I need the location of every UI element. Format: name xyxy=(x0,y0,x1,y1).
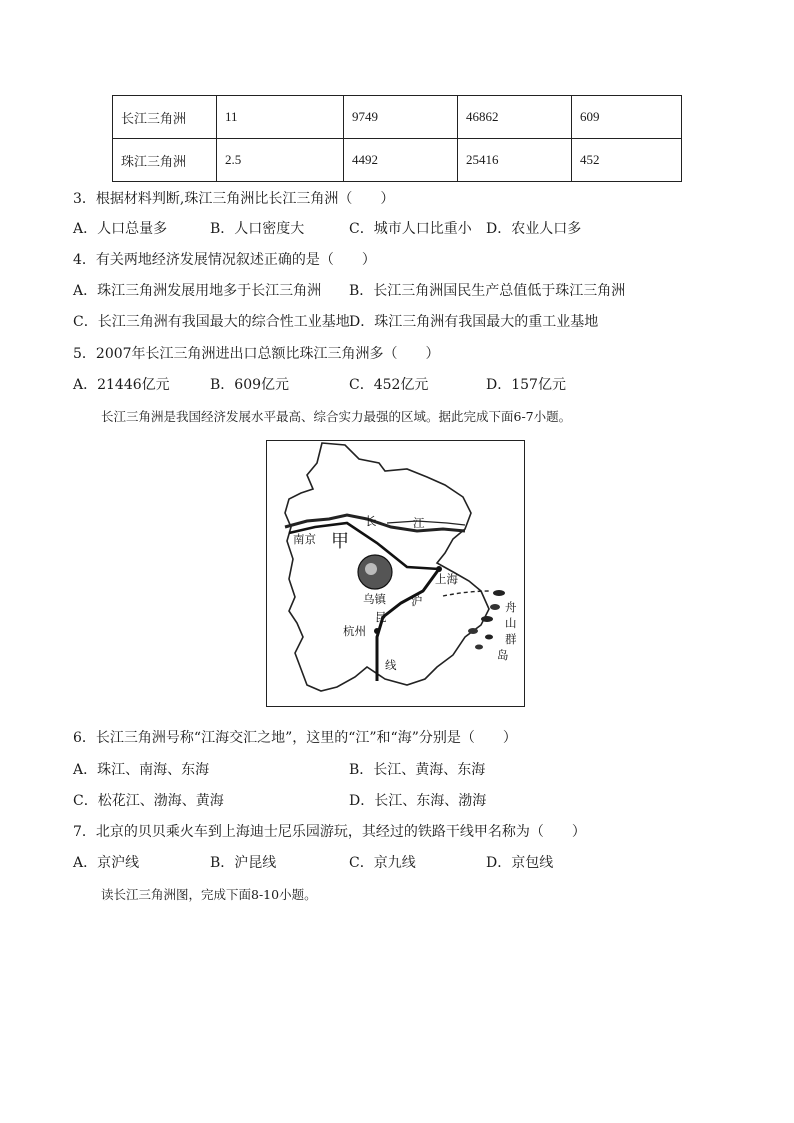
option-d[interactable]: D．长江、东海、渤海 xyxy=(349,793,487,809)
option-d[interactable]: D．农业人口多 xyxy=(486,221,582,237)
sea-route xyxy=(443,591,491,596)
map-label: 岛 xyxy=(497,648,509,662)
island xyxy=(475,645,483,650)
option-d[interactable]: D．157亿元 xyxy=(486,377,566,393)
option-b[interactable]: B．人口密度大 xyxy=(210,221,305,237)
island xyxy=(485,635,493,640)
option-c[interactable]: C．松花江、渤海、黄海 xyxy=(73,793,224,809)
hangzhou-marker xyxy=(374,628,380,634)
option-c[interactable]: C．长江三角洲有我国最大的综合性工业基地 xyxy=(73,314,350,330)
island xyxy=(468,628,478,634)
option-b[interactable]: B．沪昆线 xyxy=(210,855,277,871)
data-table xyxy=(112,95,682,182)
question-4-stem: 4．有关两地经济发展情况叙述正确的是（ ） xyxy=(73,252,376,268)
table-cell: 609 xyxy=(572,96,682,139)
table-cell: 452 xyxy=(572,139,682,182)
option-d[interactable]: D．珠江三角洲有我国最大的重工业基地 xyxy=(349,314,599,330)
question-6-stem: 6．长江三角洲号称“江海交汇之地”，这里的“江”和“海”分别是（ ） xyxy=(73,730,517,746)
map-label: 上海 xyxy=(435,572,458,586)
map-label: 山 xyxy=(505,616,517,630)
table-cell: 珠江三角洲 xyxy=(113,139,217,182)
map-label: 昆 xyxy=(375,610,387,624)
question-3-stem: 3．根据材料判断,珠江三角洲比长江三角洲（ ） xyxy=(73,191,395,207)
option-a[interactable]: A．人口总量多 xyxy=(73,221,168,237)
table-cell: 2.5 xyxy=(217,139,344,182)
section-intro: 读长江三角洲图，完成下面8-10小题。 xyxy=(101,887,317,902)
option-a[interactable]: A．21446亿元 xyxy=(73,377,170,393)
table-cell: 4492 xyxy=(344,139,458,182)
map-label: 沪 xyxy=(411,594,423,608)
map-label: 线 xyxy=(385,658,397,672)
map-label: 群 xyxy=(505,632,517,646)
question-7-stem: 7．北京的贝贝乘火车到上海迪士尼乐园游玩，其经过的铁路干线甲名称为（ ） xyxy=(73,824,586,840)
option-b[interactable]: B．609亿元 xyxy=(210,377,290,393)
island xyxy=(490,604,500,610)
option-c[interactable]: C．452亿元 xyxy=(349,377,429,393)
map-label: 长 xyxy=(365,514,377,528)
option-c[interactable]: C．京九线 xyxy=(349,855,416,871)
map-label: 甲 xyxy=(331,531,349,552)
option-b[interactable]: B．长江、黄海、东海 xyxy=(349,762,486,778)
option-b[interactable]: B．长江三角洲国民生产总值低于珠江三角洲 xyxy=(349,283,626,299)
lake-island xyxy=(365,563,377,575)
map-svg xyxy=(267,441,523,705)
option-c[interactable]: C．城市人口比重小 xyxy=(349,221,472,237)
table-cell: 长江三角洲 xyxy=(113,96,217,139)
option-a[interactable]: A．珠江三角洲发展用地多于长江三角洲 xyxy=(73,283,322,299)
table-cell: 46862 xyxy=(458,96,572,139)
section-intro: 长江三角洲是我国经济发展水平最高、综合实力最强的区域。据此完成下面6-7小题。 xyxy=(101,409,572,424)
map-label: 舟 xyxy=(505,600,517,614)
question-5-stem: 5．2007年长江三角洲进出口总额比珠江三角洲多（ ） xyxy=(73,346,440,362)
map-label: 南京 xyxy=(293,532,316,546)
river-bank xyxy=(387,521,465,525)
island xyxy=(481,616,493,622)
table-cell: 11 xyxy=(217,96,344,139)
island xyxy=(493,590,505,596)
table-row xyxy=(113,139,682,182)
option-a[interactable]: A．珠江、南海、东海 xyxy=(73,762,210,778)
table-cell: 25416 xyxy=(458,139,572,182)
map-label: 乌镇 xyxy=(363,592,386,606)
option-a[interactable]: A．京沪线 xyxy=(73,855,140,871)
yangtze-delta-map xyxy=(266,440,525,707)
option-d[interactable]: D．京包线 xyxy=(486,855,554,871)
table-cell: 9749 xyxy=(344,96,458,139)
map-label: 杭州 xyxy=(343,624,366,638)
table-row xyxy=(113,96,682,139)
map-label: 江 xyxy=(413,516,425,530)
